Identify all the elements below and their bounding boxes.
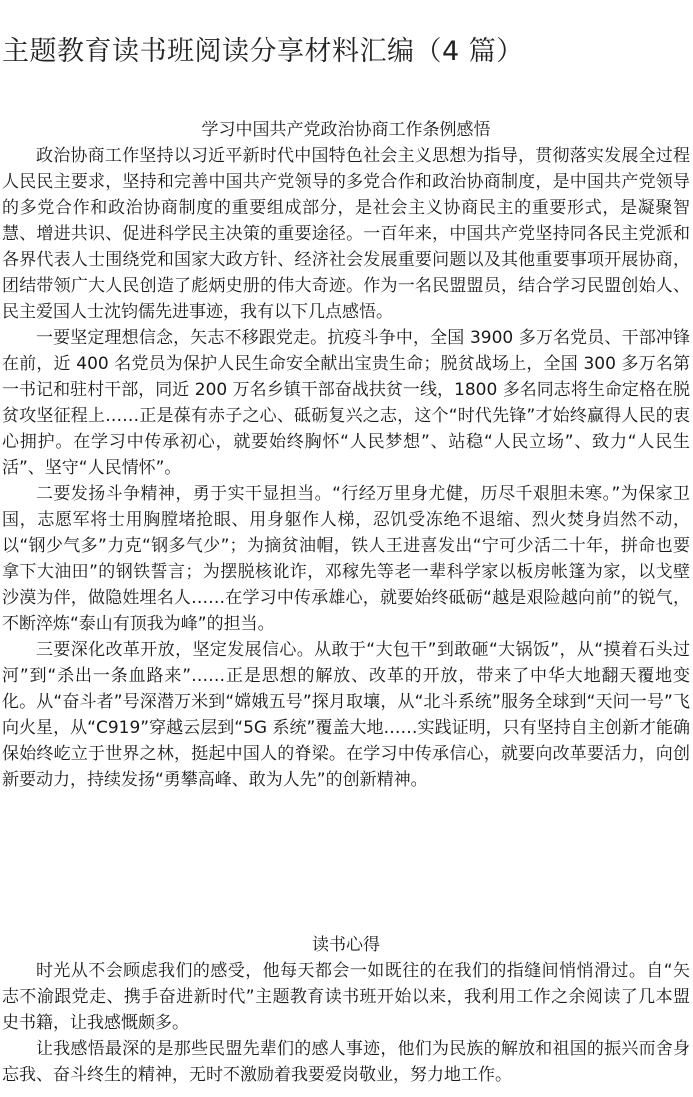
- paragraph: 政治协商工作坚持以习近平新时代中国特色社会主义思想为指导，贯彻落实发展全过程人民民主要求，坚持和完善中国共产党领导的多党合作和政治协商制度，是中国共产党领导的多党合作和政治协商制度的重要组成部分，是社会主义协商民主的重要形式，是凝聚智慧、增进共识、促进科学民主决策的重要途径。一百年来，中国共产党坚持同各民主党派和各界代表人士围绕党和国家大政方针、经济社会发展重要问题以及其他重要事项开展协商，团结带领广大人民创造了彪炳史册的伟大奇迹。作为一名民盟盟员，结合学习民盟创始人、民主爱国人士沈钧儒先进事迹，我有以下几点感悟。: [2, 146, 690, 322]
- paragraph: 让我感悟最深的是那些民盟先辈们的感人事迹，他们为民族的解放和祖国的振兴而舍身忘我、奋斗终生的精神，无时不激励着我要爱岗敬业，努力地工作。: [2, 1039, 690, 1085]
- document-title: 主题教育读书班阅读分享材料汇编（4 篇）: [2, 36, 524, 67]
- paragraph: 二要发扬斗争精神，勇于实干显担当。“行经万里身尤健，历尽千艰胆未寒。”为保家卫国，志愿军将士用胸膛堵抢眼、用身躯作人梯，忍饥受冻绝不退缩、烈火焚身岿然不动，以“钢少气多”力克“钢多气少”；为摘贫油帽，铁人王进喜发出“宁可少活二十年，拼命也要拿下大油田”的钢铁誓言；为摆脱核讹诈，邓稼先等老一辈科学家以板房帐篷为家，以戈壁沙漠为伴，做隐姓埋名人……在学习中传承雄心，就要始终砥砺“越是艰险越向前”的锐气，不断淬炼“泰山有顶我为峰”的担当。: [2, 484, 690, 634]
- section-heading: 学习中国共产党政治协商工作条例感悟: [201, 120, 491, 140]
- paragraph: 三要深化改革开放，坚定发展信心。从敢于“大包干”到敢砸“大锅饭”，从“摸着石头过河”到“杀出一条血路来”……正是思想的解放、改革的开放，带来了中华大地翻天覆地变化。从“奋斗者”号深潜万米到“嫦娥五号”探月取壤，从“北斗系统”服务全球到“天问一号”飞向火星，从“C919”穿越云层到“5G 系统”覆盖大地……实践证明，只有坚持自主创新才能确保始终屹立于世界之林，挺起中国人的脊梁。在学习中传承信心，就要向改革要活力，向创新要动力，持续发扬“勇攀高峰、敢为人先”的创新精神。: [2, 640, 690, 790]
- paragraph: 一要坚定理想信念，矢志不移跟党走。抗疫斗争中，全国 3900 多万名党员、干部冲锋在前，近 400 名党员为保护人民生命安全献出宝贵生命；脱贫战场上，全国 300 多万名第一书记和驻村干部，同近 200 万名乡镇干部奋战扶贫一线，1800 多名同志将生命定格在脱贫攻坚征程上……正是葆有赤子之心、砥砺复兴之志，这个“时代先锋”才始终赢得人民的衷心拥护。在学习中传承初心，就要始终胸怀“人民梦想”、站稳“人民立场”、致力“人民生活”、坚守“人民情怀”。: [2, 328, 690, 478]
- article-section: [2, 932, 690, 1088]
- section-heading: 读书心得: [312, 935, 380, 955]
- paragraph: 时光从不会顾虑我们的感受，他每天都会一如既往的在我们的指缝间悄悄滑过。自“矢志不渝跟党走、携手奋进新时代”主题教育读书班开始以来，我利用工作之余阅读了几本盟史书籍，让我感慨颇多。: [2, 961, 690, 1033]
- article-section: [2, 117, 690, 793]
